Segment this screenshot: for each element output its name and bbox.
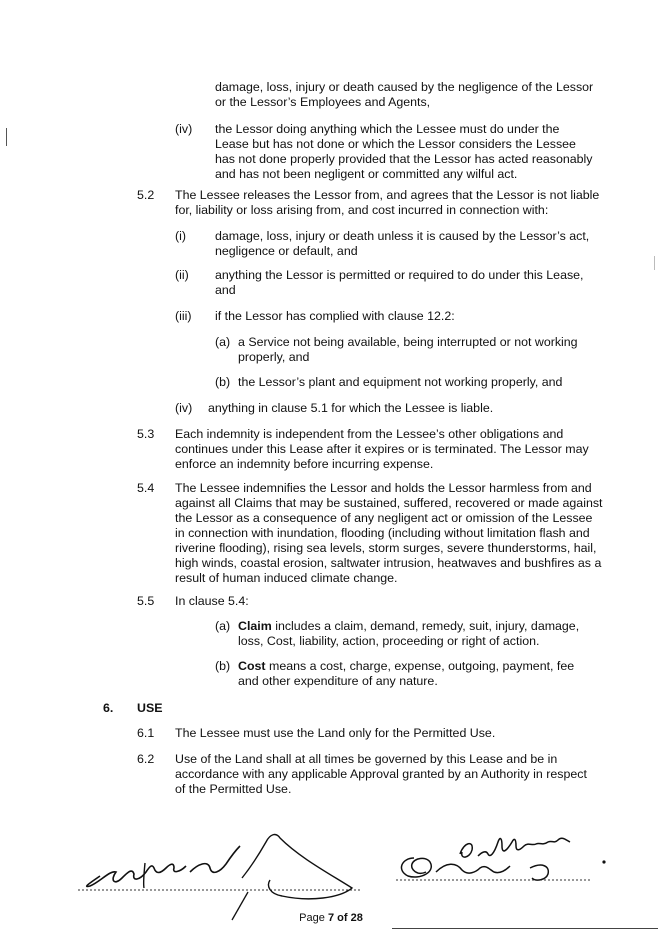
definition-body: includes a claim, demand, remedy, suit, injury, damage, loss, Cost, liability, action, proceeding or right of action. [238,619,580,648]
defined-term: Cost [238,659,266,673]
clause-number: 5.4 [137,481,155,495]
continuation-text: damage, loss, injury or death caused by the negligence of the Lessor or the Lessor’s Employees and Agents, [215,80,594,109]
sub-item-letter: (a) [215,335,231,349]
sub-item-letter: (b) [215,375,231,389]
sub-item-text: a Service not being available, being interrupted or not working properly, and [238,335,578,364]
clause-text: Use of the Land shall at all times be governed by this Lease and be in accordance with any applicable Approval granted by an Authority in respect of the Permitted Use. [175,752,587,796]
sub-item-letter: (a) [215,619,231,633]
item-text: if the Lessor has complied with clause 12.2: [215,309,455,323]
item-number: (ii) [175,268,189,282]
item-number: (iii) [175,309,192,323]
clause-number: 5.2 [137,188,155,202]
item-text: damage, loss, injury or death unless it is caused by the Lessor’s act, negligence or default, and [215,229,590,258]
item-text: anything the Lessor is permitted or required to do under this Lease, and [215,268,584,297]
section-heading: USE [137,701,163,715]
defined-term: Claim [238,619,272,633]
clause-number: 5.5 [137,594,155,608]
clause-text: The Lessee releases the Lessor from, and agrees that the Lessor is not liable for, liability or loss arising from, and cost incurred in connection with: [175,188,600,217]
sub-item-letter: (b) [215,659,231,673]
definition-text [238,619,598,649]
item-number: (i) [175,229,187,243]
item-text: the Lessor doing anything which the Lessee must do under the Lease but has not done or which the Lessor considers the Lessee has not done properly provided that the Lessor has acted reasonably and has not been negligent or committed any wilful act. [215,122,593,181]
item-text: anything in clause 5.1 for which the Lessee is liable. [208,401,494,415]
scan-mark [6,128,7,146]
clause-text: Each indemnity is independent from the Lessee’s other obligations and continues under this Lease after it expires or is terminated. The Lessor may enforce an indemnity before incurring expense. [175,427,589,471]
page-total: 28 [350,912,363,924]
signature-right [390,832,620,902]
sub-item-text: the Lessor’s plant and equipment not working properly, and [238,375,563,389]
clause-text: In clause 5.4: [175,594,249,608]
clause-number: 6.1 [137,726,155,740]
definition-body: means a cost, charge, expense, outgoing, payment, fee and other expenditure of any nature. [238,659,575,688]
page-label: Page [299,912,325,924]
item-number: (iv) [175,401,193,415]
clause-text: The Lessee must use the Land only for the Permitted Use. [175,726,496,740]
scan-mark [654,256,655,270]
footer-rule [392,928,658,929]
clause-text: The Lessee indemnifies the Lessor and holds the Lessor harmless from and against all Claims that may be sustained, suffered, recovered or made against the Lessor as a consequence of any negligent act or omission of the Lessee in connection with inundation, flooding (including without limitation flash and riverine flooding), rising sea levels, storm surges, severe thunderstorms, hail, high winds, coastal erosion, saltwater intrusion, heatwaves and bushfires as a result of human induced climate change. [175,481,603,585]
definition-text [238,659,598,689]
page-footer [0,911,662,926]
clause-number: 6.2 [137,752,155,766]
page-number: 7 [327,912,335,924]
page-of: of [337,912,348,924]
item-number: (iv) [175,122,193,136]
section-number: 6. [103,701,114,715]
clause-number: 5.3 [137,427,155,441]
